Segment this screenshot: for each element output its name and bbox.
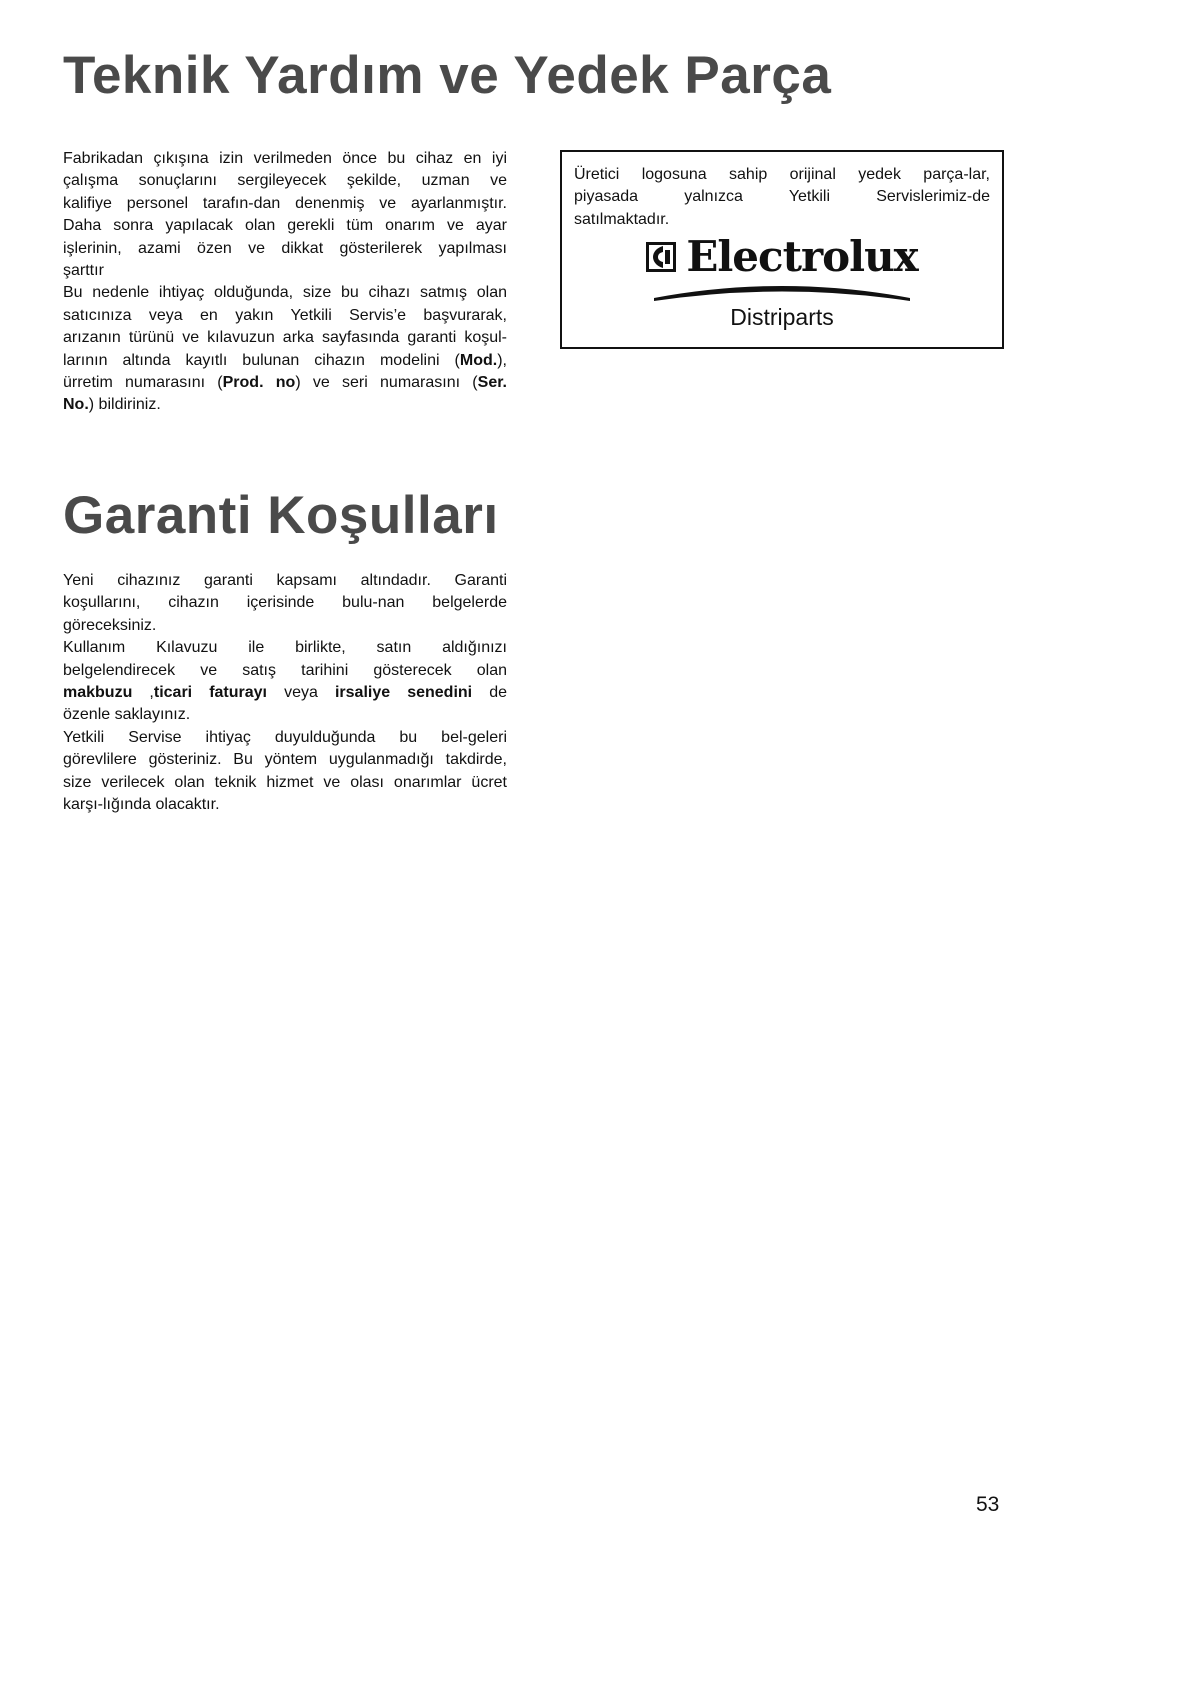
text-segment: işlerinin, azami özen ve dikkat gösterilerek yapılması [63,239,507,257]
text-segment: ) bildiriniz. [88,396,161,414]
text-line [63,682,507,704]
text-segment: ) ve seri numarasını ( [295,373,478,391]
text-line [63,350,507,372]
page-number: 53 [976,1493,1000,1516]
text-line [63,282,507,304]
bold-text: Mod. [459,351,498,369]
text-segment: görevlilere gösteriniz. Bu yöntem uygulanmadığı takdirde, [63,751,507,769]
text-segment: size verilecek olan teknik hizmet ve olası onarımlar ücret [63,773,507,791]
text-line [63,749,507,771]
text-segment: Yeni cihazınız garanti kapsamı altındadır. Garanti [63,572,507,589]
text-segment: veya [267,683,335,701]
technical-help-text [63,148,507,417]
text-segment: kalifiye personel tarafın-dan denenmiş ve ayarlanmıştır. [63,194,507,212]
text-line [63,637,507,659]
brand-name: Electrolux [686,232,918,281]
bold-text: Ser. [477,373,507,391]
bold-text: irsaliye senedini [334,683,473,701]
text-segment: piyasada yalnızca Yetkili Servislerimiz-de [574,188,990,206]
text-segment: Bu nedenle ihtiyaç olduğunda, size bu cihazı satmış olan [63,284,507,302]
text-line [63,772,507,794]
text-segment: , [132,683,154,701]
text-segment: özenle saklayınız. [63,706,191,724]
text-line [63,372,507,394]
text-segment: arızanın türünü ve kılavuzun arka sayfasında garanti koşul- [63,329,507,347]
text-line [63,394,507,416]
text-line [574,164,990,186]
text-line [63,704,507,726]
text-line [63,727,507,749]
text-segment: de [472,683,508,701]
text-segment: ürretim numarasını ( [63,373,223,391]
text-line [63,238,507,260]
text-segment: satıcınıza veya en yakın Yetkili Servis’e başvurarak, [63,306,507,324]
text-line [63,592,507,614]
spare-parts-notice-text [574,164,990,231]
logo-swoosh [652,280,912,302]
section-title-technical-help: Teknik Yardım ve Yedek Parça [63,46,832,105]
text-segment: şarttır [63,261,104,279]
bold-text: ticari faturayı [153,683,267,701]
text-segment: ), [497,351,507,369]
bold-text: makbuzu [63,683,133,701]
text-line [63,148,507,170]
brand-subtitle: Distriparts [730,304,834,330]
text-segment: Kullanım Kılavuzu ile birlikte, satın aldığınızı [63,639,507,657]
text-segment: Daha sonra yapılacak olan gerekli tüm onarım ve ayar [63,217,507,235]
bold-text: Prod. no [222,373,296,391]
warranty-text [63,570,507,816]
text-line [63,615,507,637]
text-segment: belgelendirecek ve satış tarihini gösterecek olan [63,661,507,679]
text-line [63,260,507,282]
text-segment: koşullarını, cihazın içerisinde bulu-nan belgelerde [63,594,507,612]
text-line [63,193,507,215]
text-line [574,209,990,231]
text-line [63,170,507,192]
text-segment: larının altında kayıtlı bulunan cihazın modelini ( [63,351,460,369]
text-segment: Yetkili Servise ihtiyaç duyulduğunda bu bel-geleri [63,728,507,746]
text-line [63,305,507,327]
text-segment: satılmaktadır. [574,210,670,228]
text-line [63,570,507,592]
text-segment: Fabrikadan çıkışına izin verilmeden önce bu cihaz en iyi [63,150,507,167]
electrolux-distriparts-logo [562,232,1002,330]
text-line [63,794,507,816]
text-line [574,186,990,208]
text-segment: Üretici logosuna sahip orijinal yedek parça-lar, [574,166,990,183]
electrolux-logo-icon [646,242,676,272]
text-segment: göreceksiniz. [63,616,157,634]
text-line [63,327,507,349]
spare-parts-notice-box [560,150,1004,349]
bold-text: No. [63,396,89,414]
section-title-warranty: Garanti Koşulları [63,486,499,545]
text-line [63,215,507,237]
text-segment: çalışma sonuçlarını sergileyecek şekilde, uzman ve [63,172,507,190]
text-line [63,660,507,682]
text-segment: karşı-lığında olacaktır. [63,795,220,813]
